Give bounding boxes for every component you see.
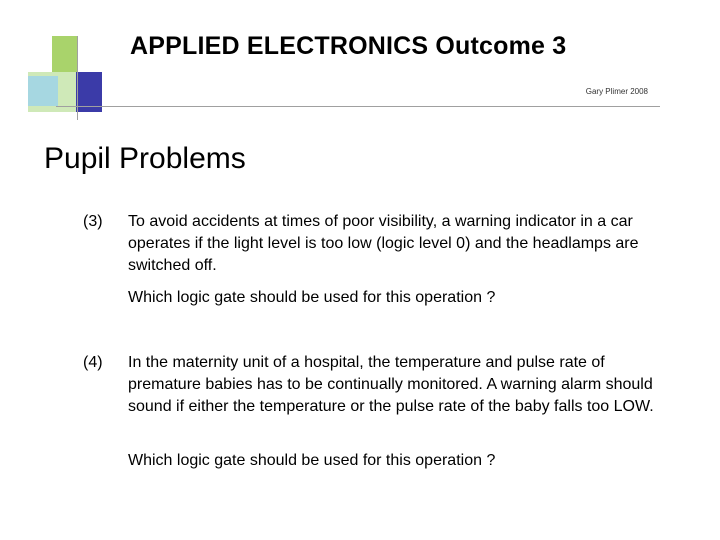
problem-4-text: In the maternity unit of a hospital, the temperature and pulse rate of premature babies has to be continually monitored. A warning alarm should sound if either the temperature or the pulse rate of the baby falls too LOW. [128,354,654,415]
slide-title: APPLIED ELECTRONICS Outcome 3 [130,32,567,60]
decor-lightblue-square [28,76,58,106]
decor-green-square [52,36,78,74]
problem-3-question: Which logic gate should be used for this operation ? [128,289,496,306]
author-credit: Gary Plimer 2008 [585,87,648,96]
problem-3-number: (3) [83,213,103,230]
section-heading: Pupil Problems [44,142,246,175]
decor-horizontal-line [56,106,660,107]
problem-4-question: Which logic gate should be used for this operation ? [128,452,496,469]
problem-4-number: (4) [83,354,103,371]
decor-vertical-line [77,36,78,120]
problem-3-text: To avoid accidents at times of poor visibility, a warning indicator in a car operates if the light level is too low (logic level 0) and the headlamps are switched off. [128,213,639,274]
